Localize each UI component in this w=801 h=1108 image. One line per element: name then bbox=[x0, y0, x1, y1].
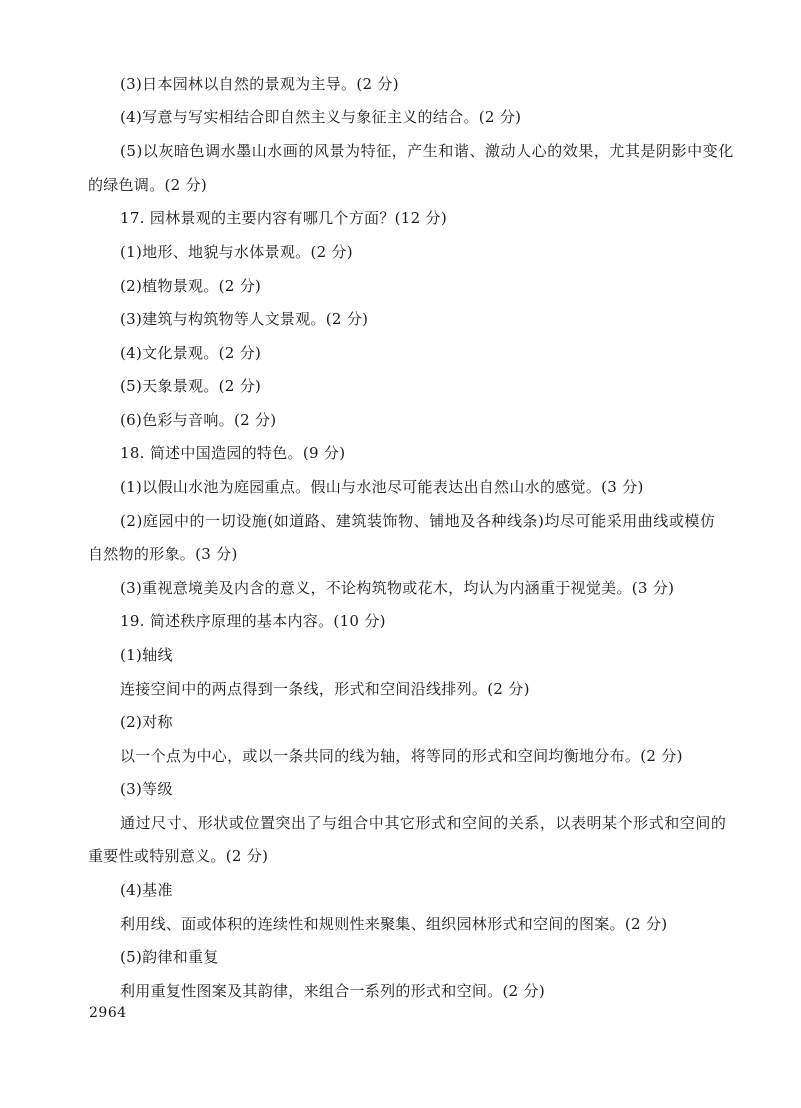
answer-line: (5)天象景观。(2 分) bbox=[120, 377, 262, 395]
subheading: (5)韵律和重复 bbox=[120, 948, 219, 966]
subheading: (1)轴线 bbox=[120, 646, 173, 664]
answer-line: (3)日本园林以自然的景观为主导。(2 分) bbox=[120, 75, 399, 93]
answer-line: (4)文化景观。(2 分) bbox=[120, 344, 262, 362]
subheading: (4)基准 bbox=[120, 881, 173, 899]
question-heading: 19. 简述秩序原理的基本内容。(10 分) bbox=[120, 612, 386, 630]
answer-line: (2)植物景观。(2 分) bbox=[120, 277, 262, 295]
answer-line-continued: 的绿色调。(2 分) bbox=[88, 176, 208, 194]
question-heading: 18. 简述中国造园的特色。(9 分) bbox=[120, 444, 346, 462]
answer-line: (5)以灰暗色调水墨山水画的风景为特征，产生和谐、激动人心的效果，尤其是阴影中变化 bbox=[120, 142, 734, 160]
answer-line: (4)写意与写实相结合即自然主义与象征主义的结合。(2 分) bbox=[120, 108, 522, 126]
page-number: 2964 bbox=[89, 1005, 127, 1021]
answer-line: 利用线、面或体积的连续性和规则性来聚集、组织园林形式和空间的图案。(2 分) bbox=[120, 915, 668, 933]
answer-line: 以一个点为中心，或以一条共同的线为轴，将等同的形式和空间均衡地分布。(2 分) bbox=[120, 747, 683, 765]
answer-line: (1)以假山水池为庭园重点。假山与水池尽可能表达出自然山水的感觉。(3 分) bbox=[120, 478, 644, 496]
answer-line-continued: 自然物的形象。(3 分) bbox=[88, 545, 238, 563]
answer-line: (3)重视意境美及内含的意义，不论构筑物或花木，均认为内涵重于视觉美。(3 分) bbox=[120, 579, 675, 597]
answer-line: (6)色彩与音响。(2 分) bbox=[120, 411, 277, 429]
subheading: (2)对称 bbox=[120, 713, 173, 731]
subheading: (3)等级 bbox=[120, 780, 173, 798]
answer-line-continued: 重要性或特别意义。(2 分) bbox=[88, 847, 269, 865]
answer-line: (3)建筑与构筑物等人文景观。(2 分) bbox=[120, 310, 369, 328]
answer-line: 连接空间中的两点得到一条线，形式和空间沿线排列。(2 分) bbox=[120, 680, 530, 698]
answer-line: (1)地形、地貌与水体景观。(2 分) bbox=[120, 243, 353, 261]
answer-line: (2)庭园中的一切设施(如道路、建筑装饰物、铺地及各种线条)均尽可能采用曲线或模仿 bbox=[120, 512, 716, 530]
answer-line: 通过尺寸、形状或位置突出了与组合中其它形式和空间的关系，以表明某个形式和空间的 bbox=[120, 814, 727, 832]
answer-line: 利用重复性图案及其韵律，来组合一系列的形式和空间。(2 分) bbox=[120, 982, 546, 1000]
question-heading: 17. 园林景观的主要内容有哪几个方面？(12 分) bbox=[120, 209, 447, 227]
